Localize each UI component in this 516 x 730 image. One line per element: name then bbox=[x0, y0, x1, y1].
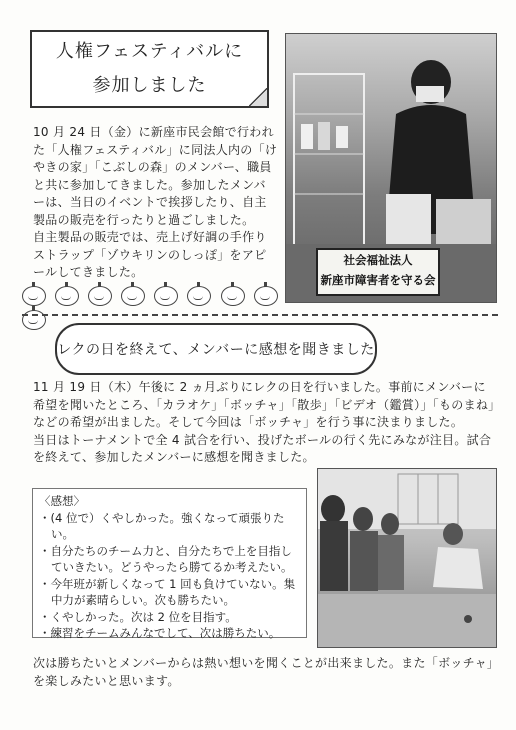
pumpkin-icon bbox=[187, 286, 211, 306]
pumpkin-icon bbox=[221, 286, 245, 306]
impression-item: ・今年班が新しくなって 1 回も負けていない。集中力が素晴らしい。次も勝ちたい。 bbox=[39, 576, 296, 607]
pumpkin-icon bbox=[55, 286, 79, 306]
boccia-photo bbox=[317, 468, 497, 648]
impressions-heading: 〈感想〉 bbox=[39, 494, 85, 508]
section1-paragraph2: 自主製品の販売では、売上げ好調の手作りストラップ「ゾウキリンのしっぽ」をアピールしてきました。 bbox=[33, 230, 267, 279]
pumpkin-icon bbox=[22, 310, 46, 330]
section2-title-box bbox=[55, 323, 377, 375]
section1-title-line2: 参加しました bbox=[92, 75, 207, 96]
festival-photo bbox=[285, 33, 497, 303]
impression-item: ・くやしかった。次は 2 位を目指す。 bbox=[39, 609, 237, 624]
pumpkin-icon bbox=[121, 286, 145, 306]
impressions-list bbox=[39, 510, 300, 642]
boccia-scene bbox=[318, 469, 496, 647]
section1-paragraph1: 10 月 24 日（金）に新座市民会館で行われた「人権フェスティバル」に同法人内の「けやきの家」「こぶしの森」のメンバー、職員と共に参加してきました。参加したメンバーは、当日のイベントで挨拶したり、自主製品の販売を行ったりと過ごしました。 bbox=[33, 125, 278, 227]
section2-paragraph1: 11 月 19 日（木）午後に 2 ヵ月ぶりにレクの日を行いました。事前にメンバーに希望を聞いたところ、「カラオケ」「ボッチャ」「散歩」「ビデオ（鑑賞）」「ものまね」などの希望が出ました。そして今回は「ボッチャ」を行う事に決まりました。 bbox=[33, 380, 495, 429]
section1-title-line1: 人権フェスティバルに bbox=[55, 41, 244, 62]
closing-text bbox=[33, 655, 495, 690]
folded-corner bbox=[249, 88, 267, 106]
impressions-box bbox=[32, 488, 307, 638]
organization-sign bbox=[316, 248, 440, 296]
impression-item: ・練習をチームみんなでして、次は勝ちたい。 bbox=[39, 626, 281, 640]
section-divider bbox=[22, 314, 498, 316]
section1-title-box bbox=[30, 30, 269, 108]
pumpkin-icon bbox=[88, 286, 112, 306]
closing-paragraph: 次は勝ちたいとメンバーからは熱い想いを聞くことが出来ました。また「ボッチャ」を楽しみたいと思います。 bbox=[33, 656, 494, 688]
pumpkin-icon bbox=[254, 286, 278, 306]
section2-body bbox=[33, 379, 495, 467]
impression-item: ・(4 位で）くやしかった。強くなって頑張りたい。 bbox=[39, 510, 285, 541]
pumpkin-icon bbox=[154, 286, 178, 306]
sign-line1: 社会福祉法人 bbox=[343, 253, 413, 267]
impression-item: ・自分たちのチーム力と、自分たちで上を目指していきたい。どうやったら勝てるか考えたい。 bbox=[39, 543, 293, 574]
sign-line2: 新座市障害者を守る会 bbox=[320, 273, 436, 287]
section1-body bbox=[33, 124, 278, 282]
section2-title: レクの日を終えて、メンバーに感想を聞きました bbox=[57, 342, 375, 358]
section2-paragraph2: 当日はトーナメントで全 4 試合を行い、投げたボールの行く先にみなが注目。試合を終えて、参加したメンバーに感想を聞きました。 bbox=[33, 432, 492, 464]
pumpkin-icon bbox=[22, 286, 46, 306]
